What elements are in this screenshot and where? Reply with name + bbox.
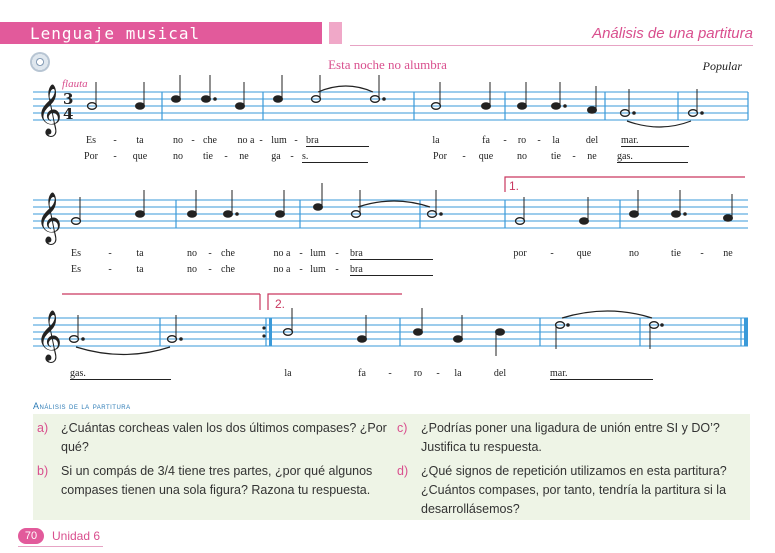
question-text: ¿Cuántas corcheas valen los dos últimos compases? ¿Por qué? [61,421,387,454]
lyric: ga [271,151,281,162]
lyric: tie [551,151,561,162]
lyric: la [552,135,560,146]
lyric: bra [306,135,369,147]
lyric: no [173,135,183,146]
lyric: - [224,151,228,162]
lyric: tie [671,248,681,259]
lyric: - [572,151,576,162]
question-c [397,419,749,457]
lyric: - [335,248,339,259]
unit-label: Unidad 6 [52,529,101,543]
question-label: d) [397,464,409,478]
time-sig-top: 3 [63,90,74,108]
lyric: no a [273,264,291,275]
lyric: gas. [70,368,171,380]
notes-2 [72,183,733,224]
lyric: ta [136,135,144,146]
lyric: s. [302,151,368,163]
lyric: - [290,151,294,162]
lyric: ta [136,264,144,275]
lyric: - [299,248,303,259]
question-label: c) [397,421,408,435]
lyric: la [432,135,440,146]
volta-brackets [62,177,745,310]
lyric: - [436,368,440,379]
header-right-title: Análisis de una partitura [592,25,753,42]
lyric: fa [482,135,490,146]
lyric: del [585,135,599,146]
lyric: - [503,135,507,146]
question-a [37,419,392,457]
lyric: Es [71,264,81,275]
volta-2-label: 2. [275,297,286,311]
lyric: que [478,151,494,162]
lyric: - [108,248,112,259]
lyric: fa [358,368,366,379]
lyric: - [208,264,212,275]
lyric: - [113,135,117,146]
lyric: Es [86,135,96,146]
lyric: la [284,368,292,379]
lyric: la [454,368,462,379]
lyric: - [191,135,195,146]
questions-box [33,414,750,520]
lyric: por [513,248,527,259]
lyric: - [388,368,392,379]
lyric: mar. [621,135,689,147]
lyric: - [294,135,298,146]
notes-1 [88,75,704,116]
question-text: ¿Qué signos de repetición utilizamos en esta partitura? ¿Cuántos compases, por tanto, tendría la partitura si la desarrollásemos? [421,464,727,516]
lyric: ro [413,368,423,379]
treble-clef-1: 𝄞 [36,84,63,135]
lyric: mar. [550,368,653,380]
lyric: - [537,135,541,146]
header-left-title: Lenguaje musical [30,24,201,43]
lyric: del [493,368,507,379]
lyric: che [221,248,235,259]
volta-1-label: 1. [509,179,520,193]
lyric: - [259,135,263,146]
analysis-title: Análisis de la partitura [33,401,131,411]
question-b [37,462,392,500]
footer-divider [18,546,103,547]
lyric: no [629,248,639,259]
lyric: bra [350,264,433,276]
lyric: ta [136,248,144,259]
lyric: ne [723,248,733,259]
lyric: que [132,151,148,162]
staff-3 [33,318,748,346]
lyric: no [173,151,183,162]
lyric: - [550,248,554,259]
question-text: Si un compás de 3/4 tiene tres partes, ¿por qué algunos compases tienen una sola figura? Razona tu respuesta. [61,464,373,497]
treble-clef-2: 𝄞 [36,192,63,243]
song-title: Esta noche no alumbra [328,57,447,72]
lyric: Por [84,151,98,162]
question-label: a) [37,421,49,435]
lyric: lum [271,135,287,146]
lyric: - [299,264,303,275]
lyric: tie [203,151,213,162]
lyric: no [187,248,197,259]
page-number: 70 [18,528,44,544]
lyric: - [108,264,112,275]
lyric: no [517,151,527,162]
lyric: - [462,151,466,162]
lyric: no a [237,135,255,146]
lyric: che [203,135,217,146]
question-label: b) [37,464,49,478]
lyric: ne [239,151,249,162]
lyric: Por [433,151,447,162]
lyric: gas. [617,151,688,163]
lyric: - [208,248,212,259]
lyric: no [187,264,197,275]
lyric: - [335,264,339,275]
song-style: Popular [702,59,742,73]
lyric: que [576,248,592,259]
instrument-label: flauta [62,78,88,90]
lyric: - [113,151,117,162]
treble-clef-3: 𝄞 [36,310,63,361]
lyric: bra [350,248,433,260]
lyric: ro [517,135,527,146]
question-text: ¿Podrías poner una ligadura de unión entre SI y DO’? Justifica tu respuesta. [421,421,720,454]
lyric: lum [310,264,326,275]
question-d [397,462,749,519]
lyric: Es [71,248,81,259]
lyric: - [700,248,704,259]
lyric: ne [587,151,597,162]
lyric: che [221,264,235,275]
lyric: no a [273,248,291,259]
lyric: lum [310,248,326,259]
time-sig-bottom: 4 [63,105,74,123]
